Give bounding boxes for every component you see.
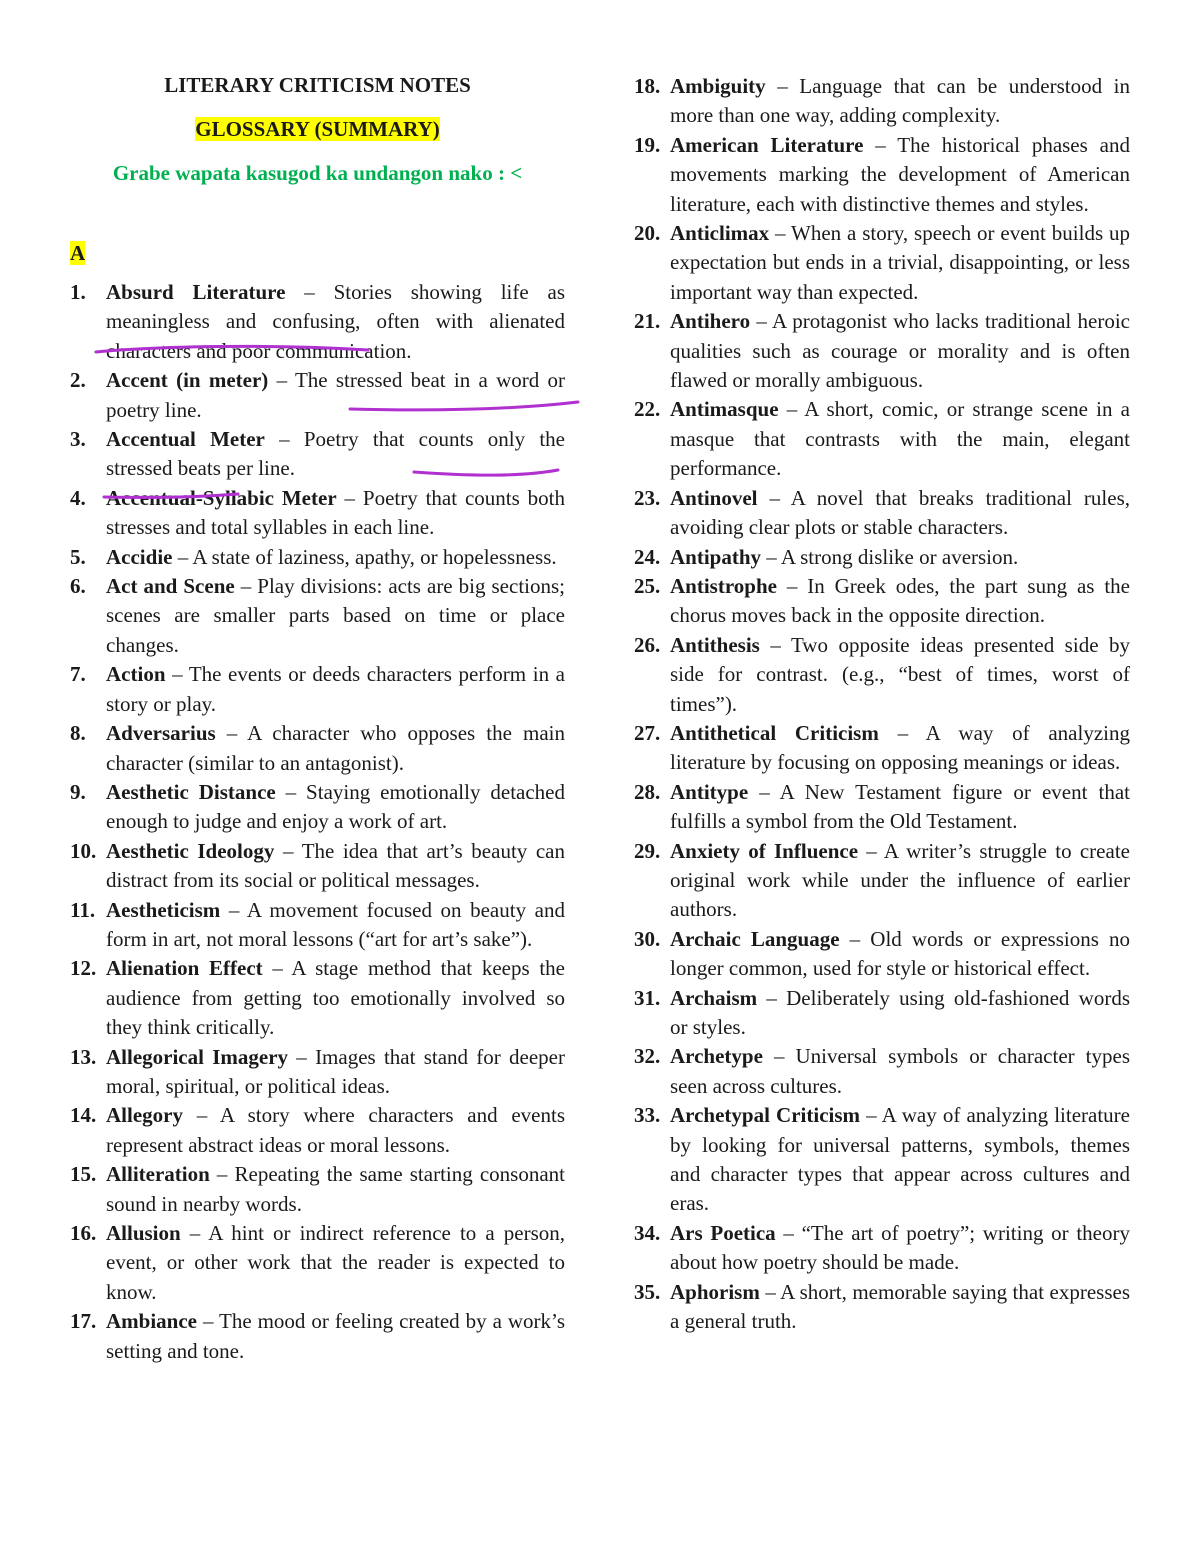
glossary-entry (70, 1307, 565, 1366)
entry-number: 22. (634, 397, 661, 422)
entry-definition: – The stressed beat in a word or poetry line. (106, 368, 565, 422)
entry-term: Anxiety of Influence (670, 838, 859, 863)
entry-text (670, 131, 1130, 219)
entry-number: 32. (634, 1044, 661, 1069)
entry-number: 17. (70, 1309, 97, 1334)
entry-number: 2. (70, 368, 86, 393)
entry-definition: – The idea that art’s beauty can distract from its social or political messages. (106, 838, 566, 893)
glossary-entry (70, 366, 565, 425)
entry-term: Absurd Literature (106, 280, 286, 304)
glossary-entry (634, 543, 1130, 572)
entry-text (670, 719, 1130, 778)
entry-text (106, 896, 565, 955)
entry-term: Antithetical Criticism (670, 720, 879, 745)
entry-number: 5. (70, 544, 86, 569)
entry-text (670, 219, 1130, 307)
entry-definition: – A character who opposes the main character (similar to an antagonist). (106, 721, 565, 775)
entry-term: Aesthetic Ideology (106, 838, 275, 863)
entry-term: Ambiguity (670, 74, 766, 98)
entry-term: Archaism (670, 985, 758, 1010)
glossary-list-right (634, 72, 1130, 1336)
entry-definition: – A New Testament figure or event that fulfills a symbol from the Old Testament. (670, 779, 1130, 834)
page-title: LITERARY CRITICISM NOTES (164, 73, 471, 97)
entry-number: 12. (70, 956, 97, 981)
glossary-entry (634, 1219, 1130, 1278)
glossary-entry (634, 395, 1130, 483)
glossary-entry (634, 572, 1130, 631)
glossary-entry (634, 837, 1130, 925)
entry-text (670, 778, 1130, 837)
glossary-entry (634, 1101, 1130, 1219)
entry-text (670, 837, 1130, 925)
entry-definition: – A short, memorable saying that expresses a general truth. (670, 1279, 1130, 1334)
entry-number: 8. (70, 721, 86, 746)
entry-number: 3. (70, 427, 86, 452)
entry-text (670, 395, 1130, 483)
entry-number: 35. (634, 1279, 661, 1304)
entry-definition: – Play divisions: acts are big sections; scenes are smaller parts based on time or place changes. (106, 574, 566, 657)
entry-text (106, 425, 565, 484)
left-column (70, 70, 565, 1366)
entry-text (106, 837, 565, 896)
entry-text (670, 484, 1130, 543)
entry-term: Accent (in meter) (106, 368, 269, 393)
entry-term: Antistrophe (670, 573, 777, 598)
entry-number: 28. (634, 779, 661, 804)
entry-term: Antipathy (670, 544, 762, 569)
glossary-entry (70, 572, 565, 660)
entry-number: 4. (70, 485, 86, 510)
entry-text (106, 660, 565, 719)
glossary-entry (634, 1042, 1130, 1101)
entry-text (106, 543, 565, 572)
entry-definition: – Stories showing life as meaningless and confusing, often with alienated characters and poor communication. (106, 280, 566, 363)
entry-text (106, 778, 565, 837)
entry-text (670, 572, 1130, 631)
entry-number: 11. (70, 897, 96, 922)
entry-term: Allegorical Imagery (106, 1044, 289, 1069)
entry-definition: – In Greek odes, the part sung as the chorus moves back in the opposite direction. (670, 573, 1130, 628)
entry-number: 20. (634, 221, 661, 246)
entry-term: Accidie (106, 544, 173, 569)
entry-term: Accentual-Syllabic Meter (106, 485, 337, 510)
glossary-entry (634, 984, 1130, 1043)
entry-definition: – A stage method that keeps the audience from getting too emotionally involved so they think critically. (106, 956, 565, 1040)
entry-definition: – Images that stand for deeper moral, spiritual, or political ideas. (106, 1044, 566, 1098)
entry-text (106, 954, 565, 1042)
glossary-entry (634, 631, 1130, 719)
entry-number: 24. (634, 544, 661, 569)
entry-text (670, 631, 1130, 719)
entry-text (670, 1042, 1130, 1101)
entry-text (106, 572, 565, 660)
entry-number: 16. (70, 1221, 97, 1245)
entry-term: Archetype (670, 1044, 763, 1069)
entry-term: Alienation Effect (106, 956, 263, 981)
glossary-entry (70, 1043, 565, 1102)
author-note: Grabe wapata kasugod ka undangon nako : < (112, 161, 523, 185)
entry-text (106, 1307, 565, 1366)
entry-number: 31. (634, 985, 661, 1010)
glossary-entry (70, 425, 565, 484)
entry-number: 29. (634, 838, 661, 863)
entry-term: Aphorism (670, 1279, 760, 1304)
entry-definition: – A novel that breaks traditional rules, avoiding clear plots or stable characters. (670, 485, 1130, 540)
entry-definition: – A hint or indirect reference to a person, event, or other work that the reader is expected to know. (106, 1221, 565, 1304)
entry-text (106, 719, 565, 778)
entry-text (670, 984, 1130, 1043)
entry-definition: – The historical phases and movements marking the development of American literature, each with distinctive themes and styles. (670, 132, 1130, 216)
entry-text (106, 484, 565, 543)
entry-definition: – Deliberately using old-fashioned words or styles. (670, 985, 1130, 1039)
entry-definition: – A strong dislike or aversion. (761, 544, 1019, 569)
glossary-entry (634, 307, 1130, 395)
entry-text (106, 278, 565, 366)
entry-definition: – A protagonist who lacks traditional heroic qualities such as courage or morality and is often flawed or morally ambiguous. (670, 309, 1130, 393)
glossary-entry (70, 543, 565, 572)
entry-term: Antihero (670, 309, 751, 334)
glossary-list-left (70, 278, 565, 1366)
entry-number: 18. (634, 74, 661, 98)
entry-definition: – Poetry that counts only the stressed beats per line. (106, 427, 565, 481)
entry-number: 21. (634, 309, 661, 334)
glossary-entry (634, 484, 1130, 543)
right-column (634, 72, 1130, 1336)
entry-definition: – Universal symbols or character types seen across cultures. (670, 1044, 1130, 1098)
entry-term: Antimasque (670, 397, 779, 422)
entry-text (670, 925, 1130, 984)
entry-definition: – The mood or feeling created by a work’s setting and tone. (106, 1309, 565, 1363)
entry-term: Alliteration (106, 1162, 210, 1187)
entry-number: 27. (634, 720, 661, 745)
entry-definition: – Language that can be understood in more than one way, adding complexity. (670, 74, 1130, 128)
entry-number: 7. (70, 662, 86, 687)
entry-definition: – Staying emotionally detached enough to judge and enjoy a work of art. (106, 779, 565, 834)
glossary-entry (70, 954, 565, 1042)
entry-term: Aestheticism (106, 897, 221, 922)
entry-term: Allegory (106, 1103, 183, 1128)
entry-definition: – A story where characters and events represent abstract ideas or moral lessons. (106, 1103, 565, 1157)
glossary-entry (70, 719, 565, 778)
glossary-entry (634, 219, 1130, 307)
entry-text (670, 1101, 1130, 1219)
glossary-entry (70, 484, 565, 543)
entry-number: 15. (70, 1162, 97, 1187)
entry-definition: – Two opposite ideas presented side by side for contrast. (e.g., “best of times, worst of times”). (670, 632, 1130, 716)
entry-term: Archetypal Criticism (670, 1103, 861, 1128)
entry-text (670, 72, 1130, 131)
entry-text (106, 366, 565, 425)
entry-term: Antitype (670, 779, 749, 804)
entry-term: American Literature (670, 132, 864, 157)
entry-definition: – Poetry that counts both stresses and total syllables in each line. (106, 485, 565, 540)
entry-text (106, 1219, 565, 1307)
entry-definition: – “The art of poetry”; writing or theory about how poetry should be made. (670, 1220, 1131, 1275)
glossary-entry (634, 1278, 1130, 1337)
entry-definition: – Repeating the same starting consonant sound in nearby words. (106, 1162, 565, 1216)
section-letter (70, 238, 565, 268)
entry-term: Archaic Language (670, 926, 840, 951)
glossary-entry (634, 925, 1130, 984)
entry-number: 6. (70, 574, 86, 599)
entry-number: 10. (70, 838, 97, 863)
entry-number: 13. (70, 1044, 97, 1069)
entry-number: 19. (634, 132, 661, 157)
entry-term: Ars Poetica (670, 1220, 776, 1245)
entry-term: Antinovel (670, 485, 758, 510)
entry-number: 9. (70, 779, 86, 804)
entry-text (670, 1278, 1130, 1337)
entry-text (670, 543, 1130, 572)
entry-term: Antithesis (670, 632, 760, 657)
glossary-entry (634, 778, 1130, 837)
entry-term: Action (106, 662, 166, 687)
entry-term: Ambiance (106, 1309, 197, 1334)
glossary-entry (70, 837, 565, 896)
entry-term: Act and Scene (106, 574, 235, 599)
section-letter-highlight: A (70, 241, 86, 265)
entry-term: Adversarius (106, 721, 216, 746)
entry-text (670, 307, 1130, 395)
glossary-entry (70, 778, 565, 837)
glossary-entry (634, 72, 1130, 131)
entry-number: 14. (70, 1103, 97, 1128)
entry-text (106, 1101, 565, 1160)
entry-definition: – A way of analyzing literature by looking for universal patterns, symbols, themes and character types that appear across cultures and eras. (670, 1103, 1131, 1216)
entry-definition: – A writer’s struggle to create original work while under the influence of earlier authors. (670, 838, 1130, 922)
entry-definition: – Old words or expressions no longer common, used for style or historical effect. (670, 926, 1131, 981)
entry-term: Allusion (106, 1221, 181, 1245)
glossary-entry (70, 1160, 565, 1219)
entry-text (106, 1043, 565, 1102)
glossary-entry (70, 278, 565, 366)
entry-term: Accentual Meter (106, 427, 265, 452)
entry-definition: – The events or deeds characters perform in a story or play. (106, 662, 565, 716)
glossary-entry (70, 1101, 565, 1160)
glossary-entry (634, 131, 1130, 219)
entry-number: 25. (634, 573, 661, 598)
glossary-entry (70, 660, 565, 719)
page-subtitle (70, 114, 565, 144)
entry-term: Anticlimax (670, 221, 770, 246)
entry-number: 34. (634, 1220, 661, 1245)
entry-definition: – When a story, speech or event builds up expectation but ends in a trivial, disappointing, or less important way than expected. (670, 221, 1130, 304)
entry-definition: – A short, comic, or strange scene in a masque that contrasts with the main, elegant performance. (670, 397, 1130, 481)
entry-number: 1. (70, 280, 86, 304)
entry-number: 30. (634, 926, 661, 951)
glossary-entry (70, 1219, 565, 1307)
subtitle-highlight: GLOSSARY (SUMMARY) (195, 117, 440, 141)
entry-number: 23. (634, 485, 661, 510)
entry-number: 26. (634, 632, 661, 657)
entry-definition: – A movement focused on beauty and form in art, not moral lessons (“art for art’s sake”). (106, 897, 565, 951)
entry-definition: – A state of laziness, apathy, or hopelessness. (172, 544, 557, 569)
glossary-entry (70, 896, 565, 955)
entry-number: 33. (634, 1103, 661, 1128)
entry-definition: – A way of analyzing literature by focusing on opposing meanings or ideas. (670, 720, 1130, 775)
glossary-entry (634, 719, 1130, 778)
entry-text (670, 1219, 1130, 1278)
entry-term: Aesthetic Distance (106, 779, 276, 804)
entry-text (106, 1160, 565, 1219)
